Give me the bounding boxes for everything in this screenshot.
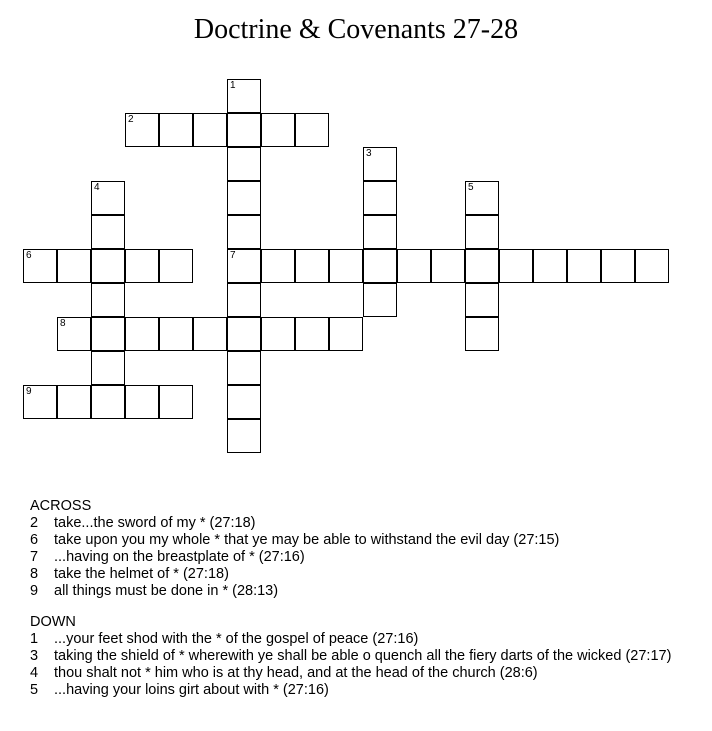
clue-number: 8	[30, 566, 39, 582]
cell-number: 5	[468, 182, 474, 193]
clue-text: take the helmet of * (27:18)	[54, 566, 229, 582]
grid-cell[interactable]	[261, 113, 295, 147]
across-clue	[30, 566, 690, 583]
grid-cell[interactable]	[227, 215, 261, 249]
grid-cell[interactable]	[227, 147, 261, 181]
clue-text: take...the sword of my * (27:18)	[54, 515, 256, 531]
grid-cell[interactable]	[91, 215, 125, 249]
grid-cell[interactable]	[465, 249, 499, 283]
clue-number: 5	[30, 682, 39, 698]
clues-section	[30, 498, 690, 699]
grid-cell[interactable]	[465, 215, 499, 249]
grid-cell[interactable]	[23, 385, 57, 419]
grid-cell[interactable]	[125, 385, 159, 419]
cell-number: 2	[128, 114, 134, 125]
across-clue	[30, 532, 690, 549]
grid-cell[interactable]	[57, 249, 91, 283]
grid-cell[interactable]	[329, 317, 363, 351]
across-clue	[30, 549, 690, 566]
grid-cell[interactable]	[227, 283, 261, 317]
clue-text: taking the shield of * wherewith ye shall be able o quench all the fiery darts of the wicked (27:17)	[54, 648, 672, 664]
grid-cell[interactable]	[567, 249, 601, 283]
grid-cell[interactable]	[159, 113, 193, 147]
grid-cell[interactable]	[159, 385, 193, 419]
down-clue	[30, 648, 690, 665]
grid-cell[interactable]	[363, 283, 397, 317]
grid-cell[interactable]	[465, 317, 499, 351]
grid-cell[interactable]	[91, 283, 125, 317]
clue-text: ...having your loins girt about with * (27:16)	[54, 682, 329, 698]
grid-cell[interactable]	[363, 181, 397, 215]
grid-cell[interactable]	[397, 249, 431, 283]
grid-cell[interactable]	[465, 181, 499, 215]
grid-cell[interactable]	[533, 249, 567, 283]
grid-cell[interactable]	[295, 249, 329, 283]
grid-cell[interactable]	[91, 351, 125, 385]
clue-text: thou shalt not * him who is at thy head, and at the head of the church (28:6)	[54, 665, 538, 681]
grid-cell[interactable]	[261, 317, 295, 351]
clue-number: 6	[30, 532, 39, 548]
grid-cell[interactable]	[601, 249, 635, 283]
clue-number: 3	[30, 648, 39, 664]
grid-cell[interactable]	[363, 147, 397, 181]
grid-cell[interactable]	[125, 317, 159, 351]
puzzle-title: Doctrine & Covenants 27-28	[193, 14, 519, 45]
cell-number: 1	[230, 80, 236, 91]
grid-cell[interactable]	[57, 385, 91, 419]
clue-text: ...your feet shod with the * of the gospel of peace (27:16)	[54, 631, 419, 647]
clue-number: 1	[30, 631, 39, 647]
grid-cell[interactable]	[295, 113, 329, 147]
cell-number: 6	[26, 250, 32, 261]
across-clue	[30, 515, 690, 532]
grid-cell[interactable]	[227, 419, 261, 453]
clue-number: 4	[30, 665, 39, 681]
cell-number: 3	[366, 148, 372, 159]
clue-number: 7	[30, 549, 39, 565]
grid-cell[interactable]	[159, 317, 193, 351]
across-heading: ACROSS	[30, 498, 92, 514]
grid-cell[interactable]	[227, 181, 261, 215]
across-clue	[30, 583, 690, 600]
grid-cell[interactable]	[431, 249, 465, 283]
down-clue	[30, 631, 690, 648]
grid-cell[interactable]	[635, 249, 669, 283]
grid-cell[interactable]	[125, 249, 159, 283]
clue-number: 2	[30, 515, 39, 531]
grid-cell[interactable]	[227, 351, 261, 385]
down-heading: DOWN	[30, 614, 76, 630]
grid-cell[interactable]	[125, 113, 159, 147]
grid-cell[interactable]	[363, 215, 397, 249]
grid-cell[interactable]	[23, 249, 57, 283]
cell-number: 4	[94, 182, 100, 193]
grid-cell[interactable]	[227, 385, 261, 419]
grid-cell[interactable]	[261, 249, 295, 283]
grid-cell[interactable]	[227, 249, 261, 283]
grid-cell[interactable]	[227, 317, 261, 351]
clue-number: 9	[30, 583, 39, 599]
grid-cell[interactable]	[193, 317, 227, 351]
grid-cell[interactable]	[57, 317, 91, 351]
grid-cell[interactable]	[363, 249, 397, 283]
clue-text: all things must be done in * (28:13)	[54, 583, 279, 599]
grid-cell[interactable]	[499, 249, 533, 283]
cell-number: 7	[230, 250, 236, 261]
grid-cell[interactable]	[465, 283, 499, 317]
grid-cell[interactable]	[159, 249, 193, 283]
grid-cell[interactable]	[329, 249, 363, 283]
down-clue	[30, 665, 690, 682]
grid-cell[interactable]	[91, 181, 125, 215]
grid-cell[interactable]	[227, 79, 261, 113]
grid-cell[interactable]	[227, 113, 261, 147]
grid-cell[interactable]	[91, 249, 125, 283]
cell-number: 9	[26, 386, 32, 397]
grid-cell[interactable]	[193, 113, 227, 147]
down-clue	[30, 682, 690, 699]
cell-number: 8	[60, 318, 66, 329]
grid-cell[interactable]	[91, 385, 125, 419]
clue-text: ...having on the breastplate of * (27:16)	[54, 549, 305, 565]
grid-cell[interactable]	[295, 317, 329, 351]
grid-cell[interactable]	[91, 317, 125, 351]
clue-text: take upon you my whole * that ye may be able to withstand the evil day (27:15)	[54, 532, 560, 548]
